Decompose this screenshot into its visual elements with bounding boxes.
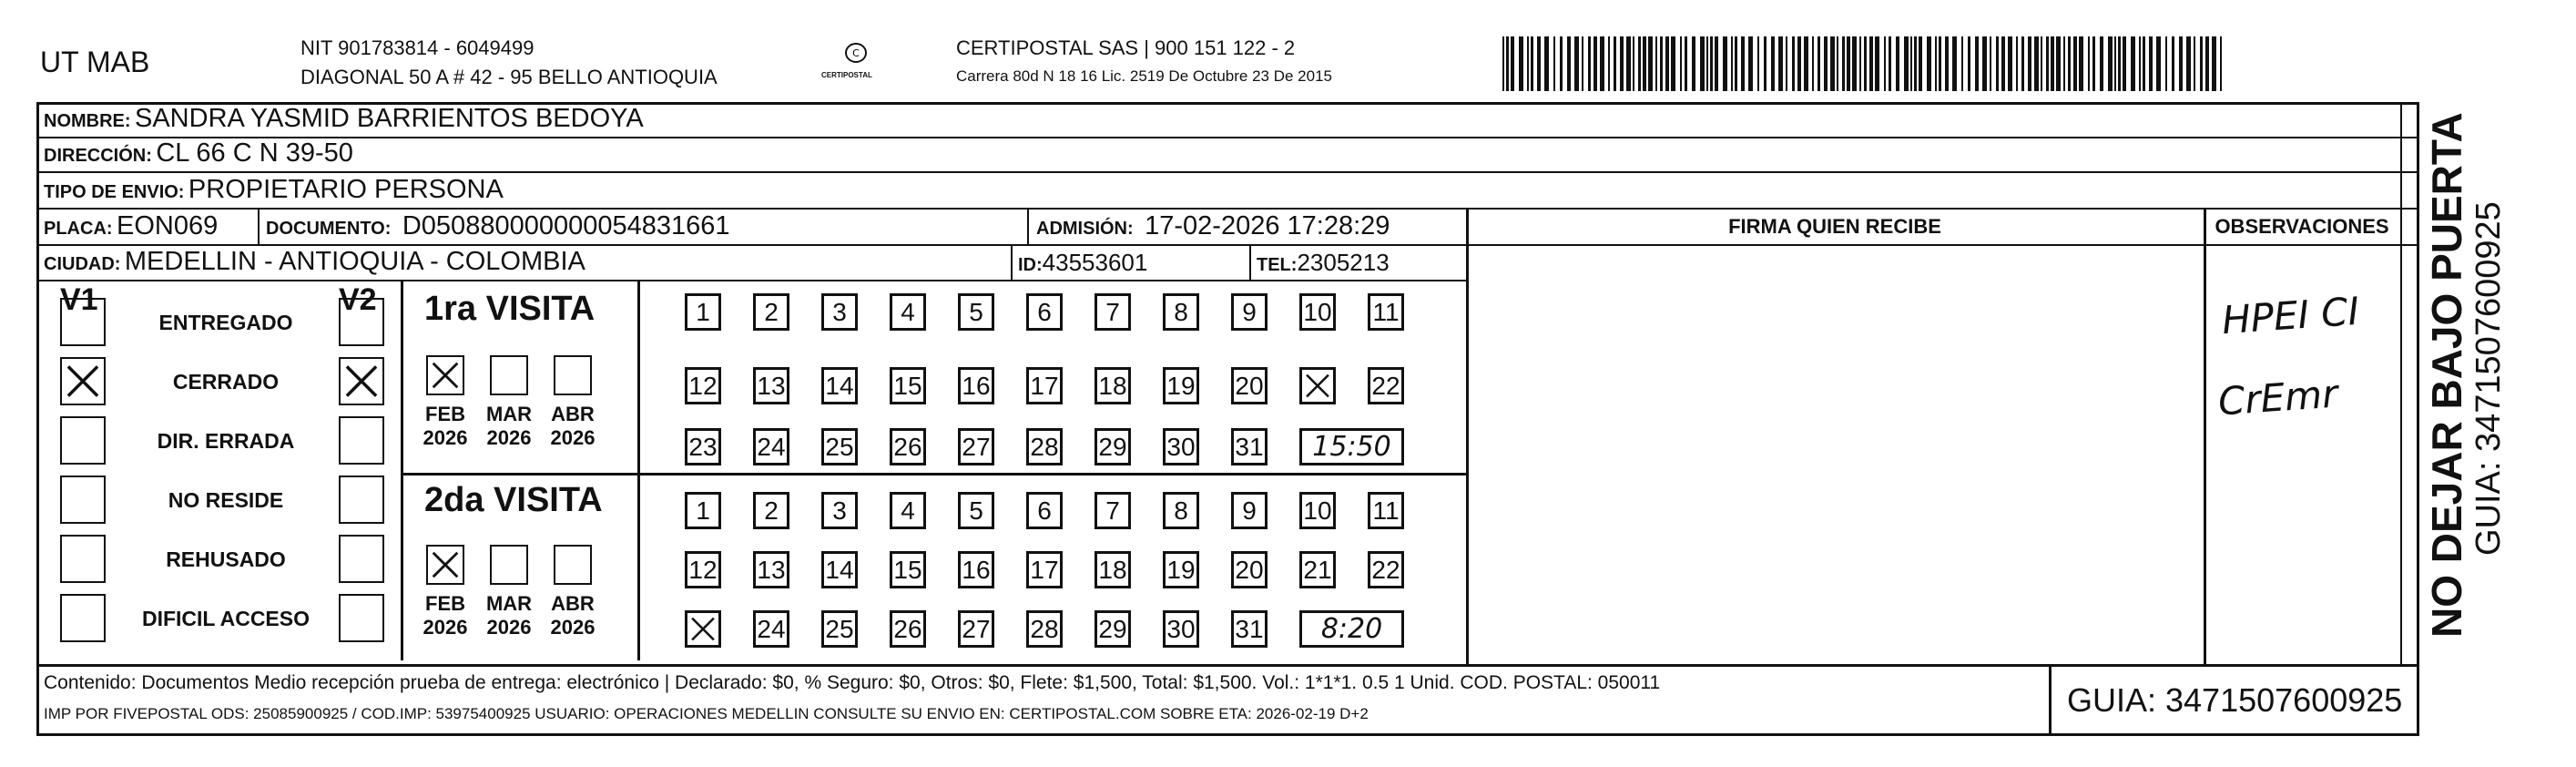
barcode-bar [1593, 36, 1597, 91]
admision-value: 17-02-2026 17:28:29 [1145, 211, 1390, 240]
barcode-bar [2034, 36, 2039, 91]
barcode-bar [1852, 36, 1857, 91]
barcode-bar [1797, 36, 1801, 91]
barcode-bar [2114, 36, 2116, 91]
day-box[interactable]: 29 [1095, 428, 1131, 465]
month-checkbox[interactable] [490, 355, 528, 395]
barcode-bar [2186, 36, 2191, 91]
barcode-bar [1660, 36, 1663, 91]
day-box[interactable]: 26 [890, 428, 926, 465]
barcode-bar [2143, 36, 2145, 91]
barcode-bar [2068, 36, 2071, 91]
barcode-bar [2100, 36, 2103, 91]
day-box[interactable]: 22 [1368, 551, 1404, 588]
barcode-bar [1741, 36, 1745, 91]
barcode-bar [1715, 36, 1718, 91]
barcode-bar [2139, 36, 2141, 91]
barcode-bar [1771, 36, 1775, 91]
barcode-bar [1506, 36, 1509, 91]
day-box[interactable]: 15 [890, 367, 926, 404]
day-box[interactable]: 7 [1095, 492, 1131, 529]
barcode-bar [1600, 36, 1604, 91]
v2-checkbox[interactable] [339, 594, 384, 642]
barcode-bar [1975, 36, 1979, 91]
status-label: REHUSADO [166, 547, 286, 571]
day-box[interactable]: 3 [821, 293, 858, 331]
barcode-bar [1553, 36, 1555, 91]
barcode-bar [2131, 36, 2135, 91]
day-box[interactable]: 9 [1231, 293, 1268, 331]
status-label: CERRADO [172, 370, 280, 394]
month-label: MAR 2026 [485, 592, 533, 639]
day-box[interactable]: 26 [890, 610, 926, 648]
barcode-bar [1748, 36, 1753, 91]
barcode-bar [1996, 36, 1999, 91]
day-box[interactable]: 11 [1368, 492, 1404, 529]
barcode-bar [1588, 36, 1591, 91]
barcode-bar [1939, 36, 1941, 91]
barcode-bar [1778, 36, 1783, 91]
barcode-bar [1638, 36, 1641, 91]
barcode-bar [1608, 36, 1610, 91]
day-box[interactable]: 11 [1368, 293, 1404, 331]
day-box[interactable]: 16 [958, 367, 994, 404]
barcode-bar [2118, 36, 2121, 91]
v1-checkbox[interactable] [60, 476, 106, 524]
barcode-bar [1842, 36, 1845, 91]
barcode-bar [1574, 36, 1579, 91]
barcode-bar [2051, 36, 2054, 91]
second-visit-title: 2da VISITA [424, 481, 603, 519]
id-label: ID: [1018, 255, 1043, 275]
barcode-bar [1990, 36, 1991, 91]
day-box[interactable]: 5 [958, 492, 994, 529]
barcode-bar [1757, 36, 1759, 91]
v1-checkbox[interactable] [60, 594, 106, 642]
day-box[interactable]: 25 [821, 428, 858, 465]
day-box[interactable]: 25 [821, 610, 858, 648]
visit-time-box[interactable]: 15:50 [1299, 428, 1404, 465]
day-box[interactable]: 20 [1231, 551, 1268, 588]
barcode-bar [2092, 36, 2095, 91]
day-box[interactable]: 6 [1026, 293, 1063, 331]
barcode-bar [1896, 36, 1899, 91]
month-label: ABR 2026 [550, 592, 596, 639]
barcode-bar [1952, 36, 1957, 91]
month-checkbox[interactable] [554, 545, 592, 585]
barcode-bar [1764, 36, 1767, 91]
first-visit-title: 1ra VISITA [424, 290, 596, 328]
day-box[interactable]: 31 [1231, 428, 1268, 465]
day-box[interactable]: 5 [958, 293, 994, 331]
day-box[interactable]: 24 [753, 610, 789, 648]
documento-value: D050880000000054831661 [402, 211, 730, 240]
footer-imp: IMP POR FIVEPOSTAL ODS: 25085900925 / COD.IMP: 53975400925 USUARIO: OPERACIONES MEDELLIN CONSULTE SU ENVIO EN: CERTIPOSTAL.COM SOBRE ETA: 2026-02-19 D+2 [44, 705, 1369, 722]
barcode-bar [1817, 36, 1820, 91]
v2-checkbox[interactable] [339, 298, 384, 346]
barcode-bar [1735, 36, 1737, 91]
barcode-bar [2079, 36, 2083, 91]
barcode-bar [2028, 36, 2031, 91]
day-box[interactable]: 30 [1163, 428, 1199, 465]
footer-guia: GUIA: 3471507600925 [2067, 681, 2403, 719]
barcode-bar [1792, 36, 1795, 91]
barcode-bar [1731, 36, 1733, 91]
barcode-bar [2172, 36, 2174, 91]
day-box[interactable]: 23 [685, 428, 721, 465]
barcode-bar [1812, 36, 1814, 91]
license-info: Carrera 80d N 18 16 Lic. 2519 De Octubre 23 De 2015 [956, 67, 1332, 85]
v1-checkbox[interactable] [60, 535, 106, 583]
day-box[interactable]: 28 [1026, 428, 1063, 465]
barcode-bar [2041, 36, 2042, 91]
v1-checkbox[interactable] [60, 416, 106, 465]
day-box[interactable]: 19 [1163, 367, 1199, 404]
barcode-bar [2149, 36, 2153, 91]
day-box[interactable]: 6 [1026, 492, 1063, 529]
day-box[interactable]: 8 [1163, 293, 1199, 331]
nit: NIT 901783814 - 6049499 [300, 36, 535, 59]
day-box[interactable]: 18 [1095, 367, 1131, 404]
svg-text:C: C [852, 47, 860, 59]
barcode-bar [1544, 36, 1549, 91]
barcode-bar [1671, 36, 1675, 91]
v2-checkbox[interactable] [339, 357, 384, 405]
tel-value: 2305213 [1297, 249, 1390, 276]
day-box[interactable]: 27 [958, 610, 994, 648]
day-box[interactable] [685, 610, 721, 648]
day-box[interactable]: 3 [821, 492, 858, 529]
day-box[interactable]: 12 [685, 367, 721, 404]
certipostal-info: CERTIPOSTAL SAS | 900 151 122 - 2 [956, 36, 1296, 59]
tipo-value: PROPIETARIO PERSONA [188, 175, 504, 204]
barcode-bar [1614, 36, 1616, 91]
barcode-bar [2021, 36, 2024, 91]
barcode-bar [2063, 36, 2065, 91]
documento-label: DOCUMENTO: [266, 219, 392, 239]
barcode-bar [1710, 36, 1713, 91]
observation-line-2: CrEmr [2216, 371, 2339, 424]
barcode-bar [2016, 36, 2018, 91]
day-box[interactable]: 2 [753, 492, 789, 529]
day-box[interactable]: 13 [753, 551, 789, 588]
barcode-bar [1968, 36, 1970, 91]
v1-checkbox[interactable] [60, 298, 106, 346]
day-box[interactable]: 24 [753, 428, 789, 465]
barcode-bar [1582, 36, 1583, 91]
barcode-bar [1706, 36, 1708, 91]
firma-header: FIRMA QUIEN RECIBE [1728, 215, 1941, 238]
v1-checkbox[interactable] [60, 357, 106, 405]
barcode-bar [1537, 36, 1541, 91]
ciudad-label: CIUDAD: [44, 254, 121, 274]
barcode-bar [2179, 36, 2183, 91]
v2-label: V2 [339, 282, 377, 317]
day-box[interactable]: 17 [1026, 367, 1063, 404]
day-box[interactable]: 14 [821, 551, 858, 588]
certipostal-logo-icon [836, 42, 876, 69]
day-box[interactable]: 1 [685, 492, 721, 529]
barcode-bar [1859, 36, 1861, 91]
month-checkbox[interactable] [426, 545, 464, 585]
day-box[interactable]: 9 [1231, 492, 1268, 529]
day-box[interactable]: 2 [753, 293, 789, 331]
barcode-bar [1910, 36, 1912, 91]
barcode-bar [1889, 36, 1891, 91]
ciudad-value: MEDELLIN - ANTIOQUIA - COLOMBIA [124, 247, 585, 276]
barcode-bar [1830, 36, 1835, 91]
day-box[interactable]: 15 [890, 551, 926, 588]
barcode-bar [1904, 36, 1909, 91]
sender-address: DIAGONAL 50 A # 42 - 95 BELLO ANTIOQUIA [300, 66, 718, 88]
day-box[interactable]: 8 [1163, 492, 1199, 529]
observaciones-header: OBSERVACIONES [2215, 215, 2389, 238]
barcode-bar [1519, 36, 1523, 91]
day-box[interactable]: 28 [1026, 610, 1063, 648]
barcode-bar [2073, 36, 2077, 91]
barcode-bar [1531, 36, 1533, 91]
footer-contenido: Contenido: Documentos Medio recepción prueba de entrega: electrónico | Declarado: $0, % Seguro: $0, Otros: $0, Flete: $1,500, Total: $1,500. Vol.: 1*1*1. 0.5 1 Unid. COD. POSTAL: 050011 [44, 672, 1661, 693]
side-guia: GUIA: 3471507600925 [2469, 201, 2508, 556]
barcode-bar [1869, 36, 1873, 91]
placa-value: EON069 [117, 211, 219, 240]
month-label: FEB 2026 [423, 403, 468, 449]
direccion-label: DIRECCIÓN: [44, 146, 152, 166]
day-box[interactable]: 1 [685, 293, 721, 331]
day-box[interactable]: 19 [1163, 551, 1199, 588]
month-label: ABR 2026 [550, 403, 596, 449]
barcode-bar [2108, 36, 2113, 91]
day-box[interactable]: 22 [1368, 367, 1404, 404]
placa-label: PLACA: [44, 219, 113, 239]
day-box[interactable]: 14 [821, 367, 858, 404]
v2-checkbox[interactable] [339, 476, 384, 524]
barcode-bar [1927, 36, 1931, 91]
barcode-bar [2056, 36, 2061, 91]
nombre-label: NOMBRE: [44, 111, 131, 131]
no-dejar-bajo-puerta: NO DEJAR BAJO PUERTA [2423, 112, 2470, 638]
barcode-bar [1824, 36, 1828, 91]
barcode-bar [1786, 36, 1787, 91]
direccion-value: CL 66 C N 39-50 [156, 138, 353, 168]
barcode-bar [2046, 36, 2049, 91]
month-checkbox[interactable] [554, 355, 592, 395]
day-box[interactable]: 16 [958, 551, 994, 588]
barcode-bar [1527, 36, 1529, 91]
nombre-value: SANDRA YASMID BARRIENTOS BEDOYA [135, 104, 644, 133]
v2-checkbox[interactable] [339, 416, 384, 465]
day-box[interactable]: 20 [1231, 367, 1268, 404]
barcode-bar [1837, 36, 1838, 91]
barcode-bar [1685, 36, 1687, 91]
barcode-bar [2156, 36, 2161, 91]
status-label: DIR. ERRADA [157, 429, 295, 453]
day-box[interactable]: 12 [685, 551, 721, 588]
v2-checkbox[interactable] [339, 535, 384, 583]
barcode-bar [2008, 36, 2012, 91]
day-box[interactable]: 17 [1026, 551, 1063, 588]
barcode-bar [1643, 36, 1646, 91]
barcode-bar [2200, 36, 2203, 91]
barcode-bar [1945, 36, 1949, 91]
barcode-bar [2001, 36, 2005, 91]
barcode-bar [1914, 36, 1917, 91]
barcode-bar [1648, 36, 1653, 91]
id-value: 43553601 [1042, 249, 1148, 276]
day-box[interactable]: 10 [1299, 293, 1336, 331]
barcode-bar [1875, 36, 1879, 91]
barcode-bar [1884, 36, 1886, 91]
admision-label: ADMISIÓN: [1036, 219, 1134, 239]
barcode-bar [1680, 36, 1682, 91]
barcode-bar [1511, 36, 1514, 91]
barcode-bar [2088, 36, 2090, 91]
day-box[interactable]: 18 [1095, 551, 1131, 588]
barcode-bar [2123, 36, 2126, 91]
barcode-bar [1982, 36, 1987, 91]
status-label: DIFICIL ACCESO [141, 607, 310, 630]
barcode-bar [1620, 36, 1624, 91]
logo-text: CERTIPOSTAL [821, 71, 872, 79]
barcode-bar [1626, 36, 1631, 91]
day-box[interactable]: 10 [1299, 492, 1336, 529]
signature-area[interactable] [1470, 246, 2202, 665]
month-label: FEB 2026 [423, 592, 468, 639]
tel-label: TEL: [1257, 255, 1298, 275]
day-box[interactable]: 13 [753, 367, 789, 404]
barcode-bar [2220, 36, 2222, 91]
month-checkbox[interactable] [490, 545, 528, 585]
month-label: MAR 2026 [485, 403, 533, 449]
barcode-bar [1919, 36, 1922, 91]
month-checkbox[interactable] [426, 355, 464, 395]
barcode-bar [1692, 36, 1695, 91]
barcode-bar [2212, 36, 2216, 91]
observation-line-1: HPEI CI [2220, 288, 2361, 343]
barcode-bar [2205, 36, 2209, 91]
day-box[interactable] [1299, 367, 1336, 404]
barcode-bar [1961, 36, 1963, 91]
barcode-bar [1804, 36, 1808, 91]
barcode [1502, 36, 2231, 91]
status-label: NO RESIDE [168, 488, 284, 512]
day-box[interactable]: 29 [1095, 610, 1131, 648]
day-box[interactable]: 4 [890, 293, 926, 331]
day-box[interactable]: 27 [958, 428, 994, 465]
barcode-bar [1935, 36, 1937, 91]
company-name: UT MAB [40, 46, 150, 78]
barcode-bar [1655, 36, 1657, 91]
status-label: ENTREGADO [158, 311, 293, 334]
barcode-bar [2194, 36, 2195, 91]
barcode-bar [1633, 36, 1634, 91]
barcode-bar [2165, 36, 2167, 91]
barcode-bar [1723, 36, 1727, 91]
day-box[interactable]: 4 [890, 492, 926, 529]
barcode-bar [1847, 36, 1850, 91]
barcode-bar [1567, 36, 1571, 91]
day-box[interactable]: 31 [1231, 610, 1268, 648]
barcode-bar [1864, 36, 1867, 91]
barcode-bar [1700, 36, 1705, 91]
barcode-bar [1665, 36, 1669, 91]
day-box[interactable]: 21 [1299, 551, 1336, 588]
tipo-label: TIPO DE ENVIO: [44, 182, 185, 202]
day-box[interactable]: 7 [1095, 293, 1131, 331]
day-box[interactable]: 30 [1163, 610, 1199, 648]
barcode-bar [1502, 36, 1504, 91]
visit-time-box[interactable]: 8:20 [1299, 610, 1404, 648]
v1-label: V1 [60, 282, 98, 317]
barcode-bar [1560, 36, 1563, 91]
